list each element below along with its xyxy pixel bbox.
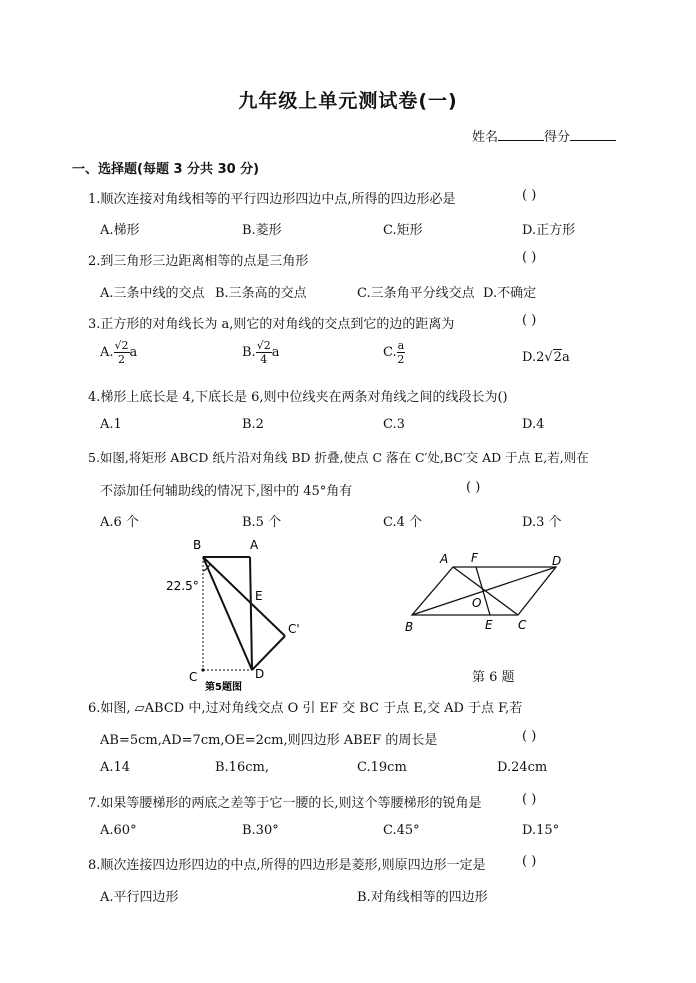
fig5-line-c-prime-d [252, 636, 285, 670]
question-6-option-d[interactable]: D.24cm [497, 760, 548, 775]
score-label: 得分 [544, 130, 571, 145]
question-1-option-b[interactable]: B.菱形 [242, 223, 282, 238]
fig5-label-e: E [255, 589, 263, 603]
question-3-option-b[interactable]: B. $\frac{√2}{4}$ a [242, 339, 280, 366]
figure-5-diagram [160, 535, 310, 695]
fig6-label-b: B [405, 620, 414, 634]
fig5-line-bc-prime [203, 557, 285, 636]
question-7-answer-paren[interactable]: ( ) [522, 792, 537, 807]
fig6-label-f: F [471, 551, 478, 565]
question-4-option-c[interactable]: C.3 [383, 417, 405, 432]
question-2-option-b[interactable]: B.三条高的交点 [215, 286, 307, 301]
question-6-option-b[interactable]: B.16cm, [215, 760, 269, 775]
question-6-option-a[interactable]: A.14 [100, 760, 131, 775]
question-6-answer-paren[interactable]: ( ) [522, 729, 537, 744]
question-2-option-d[interactable]: D.不确定 [483, 286, 537, 301]
question-2-option-c[interactable]: C.三条角平分线交点 [357, 286, 475, 301]
name-blank[interactable] [498, 128, 544, 141]
fraction: $\frac{√2}{2}$ [114, 339, 129, 366]
question-5-option-d[interactable]: D.3 个 [522, 515, 562, 530]
question-4-option-b[interactable]: B.2 [242, 417, 264, 432]
fig6-diagonal-bd [412, 567, 556, 615]
question-7-stem: 7.如果等腰梯形的两底之差等于它一腰的长,则这个等腰梯形的锐角是 [88, 796, 482, 811]
question-1-stem: 1.顺次连接对角线相等的平行四边形四边中点,所得的四边形必是 [88, 192, 456, 207]
fig6-label-c: C [518, 618, 527, 632]
question-5-option-a[interactable]: A.6 个 [100, 515, 139, 530]
question-4-stem: 4.梯形上底长是 4,下底长是 6,则中位线夹在两条对角线之间的线段长为() [88, 390, 508, 405]
question-3-option-d[interactable]: D.2√2a [522, 350, 570, 365]
figure-6-diagram [398, 545, 578, 635]
question-4-option-a[interactable]: A.1 [100, 417, 122, 432]
fig5-label-c-prime: C' [288, 622, 300, 636]
question-1-option-d[interactable]: D.正方形 [522, 223, 576, 238]
fig5-label-b: B [193, 538, 202, 552]
question-2-option-a[interactable]: A.三条中线的交点 [100, 286, 205, 301]
question-5-stem-line1: 5.如图,将矩形 ABCD 纸片沿对角线 BD 折叠,使点 C 落在 C′处,BC′交 AD 于点 E,若,则在 [88, 450, 589, 465]
question-6-stem-line2: AB=5cm,AD=7cm,OE=2cm,则四边形 ABEF 的周长是 [100, 733, 438, 748]
fig6-caption: 第 6 题 [472, 670, 515, 685]
fig5-label-angle: 22.5° [166, 579, 199, 593]
question-2-stem: 2.到三角形三边距离相等的点是三角形 [88, 254, 309, 269]
fraction: $\frac{a}{2}$ [397, 339, 405, 366]
question-4-option-d[interactable]: D.4 [522, 417, 545, 432]
question-5-answer-paren[interactable]: ( ) [466, 480, 481, 495]
question-5-stem-line2: 不添加任何辅助线的情况下,图中的 45°角有 [100, 484, 353, 499]
fig5-point-c [201, 668, 204, 671]
question-1-option-a[interactable]: A.梯形 [100, 223, 140, 238]
question-8-option-a[interactable]: A.平行四边形 [100, 890, 179, 905]
question-1-option-c[interactable]: C.矩形 [383, 223, 423, 238]
question-3-stem: 3.正方形的对角线长为 a,则它的对角线的交点到它的边的距离为 [88, 317, 455, 332]
question-7-option-d[interactable]: D.15° [522, 823, 560, 838]
question-6-stem-line1: 6.如图, ▱ABCD 中,过对角线交点 O 引 EF 交 BC 于点 E,交 AD 于点 F,若 [88, 701, 523, 716]
score-blank[interactable] [570, 128, 616, 141]
fig5-label-d: D [255, 667, 265, 681]
question-3-option-c[interactable]: C. $\frac{a}{2}$ [383, 339, 405, 366]
section-heading: 一、选择题(每题 3 分共 30 分) [72, 162, 260, 177]
fig5-label-a: A [250, 538, 259, 552]
fraction: $\frac{√2}{4}$ [256, 339, 271, 366]
question-8-stem: 8.顺次连接四边形四边的中点,所得的四边形是菱形,则原四边形一定是 [88, 858, 486, 873]
student-info [472, 126, 616, 145]
question-5-option-c[interactable]: C.4 个 [383, 515, 423, 530]
question-1-answer-paren[interactable]: ( ) [522, 188, 537, 203]
question-6-option-c[interactable]: C.19cm [357, 760, 407, 775]
question-3-answer-paren[interactable]: ( ) [522, 313, 537, 328]
fig6-label-a: A [440, 552, 449, 566]
fig6-label-e: E [485, 618, 493, 632]
question-5-option-b[interactable]: B.5 个 [242, 515, 282, 530]
question-2-answer-paren[interactable]: ( ) [522, 250, 537, 265]
question-3-option-a[interactable]: A. $\frac{√2}{2}$ a [100, 339, 138, 366]
question-7-option-c[interactable]: C.45° [383, 823, 420, 838]
fig6-label-o: O [472, 596, 482, 610]
fig5-line-bd [203, 557, 252, 670]
question-8-answer-paren[interactable]: ( ) [522, 854, 537, 869]
fig6-label-d: D [552, 554, 562, 568]
page-title: 九年级上单元测试卷(一) [238, 90, 458, 112]
question-7-option-a[interactable]: A.60° [100, 823, 137, 838]
fig5-line-ad [250, 557, 252, 670]
question-7-option-b[interactable]: B.30° [242, 823, 279, 838]
fig5-label-c: C [189, 670, 198, 684]
question-8-option-b[interactable]: B.对角线相等的四边形 [357, 890, 488, 905]
fig5-caption: 第5题图 [205, 682, 242, 693]
name-label: 姓名 [472, 130, 499, 145]
